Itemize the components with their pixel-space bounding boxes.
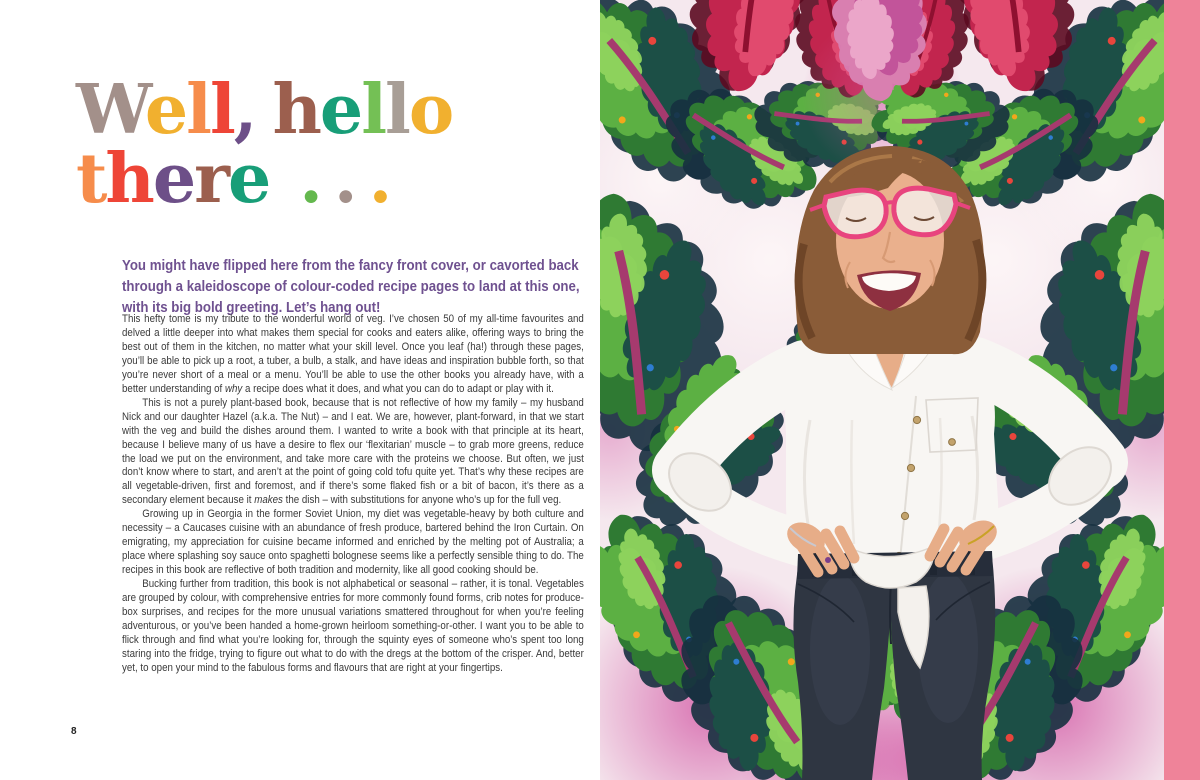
body-paragraph: Growing up in Georgia in the former Soviet Union, my diet was vegetable-heavy by both culture and necessity – a Caucases cuisine with an abundance of fresh produce, bartered behind the Iron Curtain. On emigrating, my appreciation for cuisine became informed and enriched by the melting pot of Australia; a place where splashing soy sauce onto spaghetti bolognese seems like a perfectly sensible thing to do. The recipes in this book are reflective of both tradition and modernity, like all good cooking should be. (122, 508, 584, 577)
portrait-photo (600, 0, 1164, 780)
intro-paragraph: You might have flipped here from the fancy front cover, or cavorted back through a kaleidoscope of colour-coded recipe pages to land at this one, with its big bold greeting. Let’s hang out! (122, 258, 580, 316)
body-paragraph: This hefty tome is my tribute to the wonderful world of veg. I’ve chosen 50 of my all-time favourites and delved a little deeper into what makes them special for cooks and eaters alike, offering ways to bring the best out of them in the kitchen, no matter what your skill level. Once you leaf (ha!) through these pages, you’ll be able to pick up a root, a tuber, a bulb, a stalk, and have ideas and inspiration bubble forth, so that you’re never short of a meal or a menu. You’ll be able to use the other books you already have, with a better understanding of why a recipe does what it does, and what you can do to adapt or play with it. (122, 313, 584, 395)
body-paragraph: Bucking further from tradition, this book is not alphabetical or seasonal – rather, it is tonal. Vegetables are grouped by colour, with comprehensive entries for more commonly found forms, crib notes for produce-box surprises, and recipes for the more unusual variations smattered throughout for when you’re feeling adventurous, or you’ve been handed a home-grown heirloom something-or-other. I want you to be able to flick through and find what you’re looking for, through the squinty eyes of someone who’s spent too long staring into the fridge, trying to figure out what to do with the dregs at the bottom of the crisper. And, better yet, to open your mind to the fabulous forms and flavours that are right at your fingertips. (122, 578, 584, 674)
body-paragraph: This is not a purely plant-based book, because that is not reflective of how my family – my husband Nick and our daughter Hazel (a.k.a. The Nut) – and I eat. We are, however, plant-forward, in that we start with the veg and build the dishes around them. I wanted to write a book with that principle at its heart, because I believe many of us have a desire to flex our ‘flexitarian’ muscle – to grab more greens, reduce the load we put on the environment, and take more care with the proteins we choose. But often, we just don’t know where to start, and aren’t at the point of going cold tofu quite yet. That’s why these recipes are all vegetable-driven, first and foremost, and if there’s some flaked fish or a bit of bacon, it’s there as a secondary element because it makes the dish – with substitutions for anyone who’s up for the full veg. (122, 396, 584, 507)
page-number: 8 (71, 726, 77, 737)
page-edge-strip (1164, 0, 1200, 780)
page-title (76, 69, 453, 219)
body-text (122, 313, 584, 676)
title-line-2: there . . . (76, 138, 391, 219)
title-line-1: Well, hello (76, 69, 453, 150)
head (795, 146, 984, 354)
ring (825, 557, 831, 563)
